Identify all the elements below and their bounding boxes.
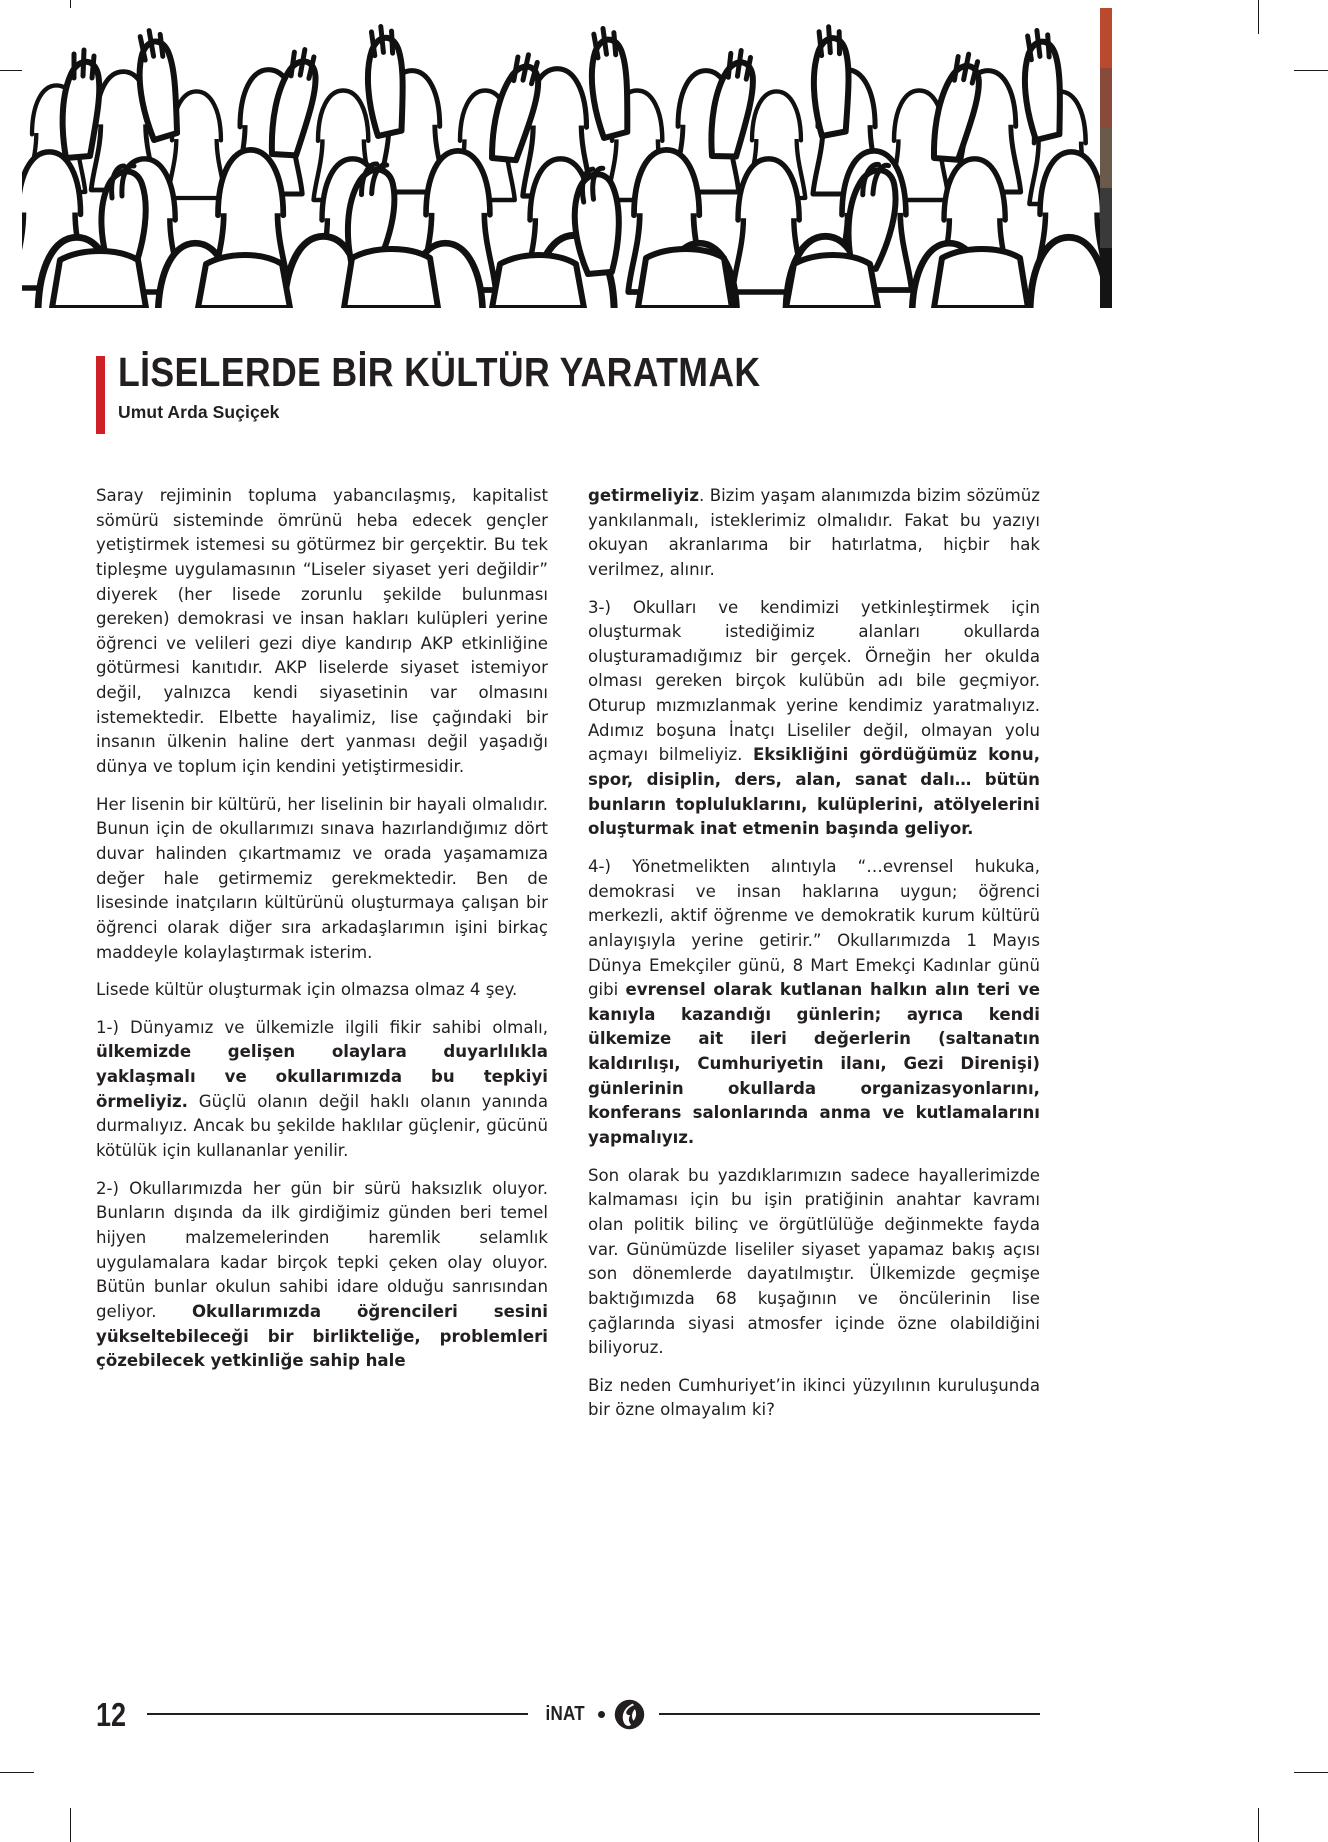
body-text: Saray rejiminin topluma yabancılaşmış, kapitalist sömürü sisteminde ömrünü heba edecek gençler yetiştirmek istemesi su götürmez bir gerçektir. Bu tek tipleşme uygulamasının “Liseler siyaset yeri değildir” diyerek (her lisede zorunlu şekilde bulunması gereken) demokrasi ve insan hakları kulüpleri yerine öğrenci ve velileri gezi diye kandırıp AKP etkinliğine götürmesi kanıtıdır. AKP liselerde siyaset istemiyor değil, yalnızca kendi siyasetinin var olmasını istemektedir. Elbette hayalimiz, lise çağındaki bir insanın ülkenin haline dert yanması değil yaşadığı dünya ve toplum için kendini yetiştirmesidir. (96, 486, 548, 777)
body-text: Biz neden Cumhuriyet’in ikinci yüzyılının kuruluşunda bir özne olmayalım ki? (588, 1375, 1040, 1420)
body-text: 2-) Okullarımızda her gün bir sürü haksızlık oluyor. Bunların dışında da ilk girdiğimiz günden beri temel hijyen malzemelerinden haremlik selamlık uygulamalara kadar birçok tepki çeken olay oluyor. Bütün bunlar okulun sahibi idare olduğu sanrısından geliyor. (96, 1178, 548, 1321)
body-paragraph (96, 1177, 548, 1374)
body-text: Lisede kültür oluşturmak için olmazsa olmaz 4 şey. (96, 980, 518, 1000)
crop-mark-bottom-right (1258, 1808, 1259, 1842)
column-left (96, 484, 548, 1644)
strip-segment-5 (1100, 248, 1112, 308)
column-right (588, 484, 1040, 1644)
body-text: Her lisenin bir kültürü, her liselinin bir hayali olmalıdır. Bunun için de okullarımızı sınava hazırlandığımız dört duvar halinden çıkartmamız ve orada yaşamamıza değer hale getirmemiz gerekmektedir. Ben de lisesinde inatçıların kültürünü oluşturmaya çalışan bir öğrenci olarak diğer sıra arkadaşlarımın işini birkaç maddeyle kolaylaştırmak isterim. (96, 794, 548, 962)
body-text: Güçlü olanın değil haklı olanın yanında durmalıyız. Ancak bu şekilde haklılar güçlenir, gücünü kötülük için kullananlar yenilir. (96, 1091, 548, 1161)
body-paragraph (588, 596, 1040, 842)
body-text: Son olarak bu yazdıklarımızın sadece hayallerimizde kalmaması için bu işin pratiğinin anahtar kavramı olan politik bilinç ve örgütlülüğe değinmekte fayda var. Günümüzde liseliler siyaset yapamaz bakış açısı son dönemlerde dayatılmıştır. Ülkemizde geçmişe baktığımızda 68 kuşağının ve öncülerinin lise çağlarında siyasi atmosfer içinde özne olabildiğini biliyoruz. (588, 1165, 1040, 1358)
author-byline: Umut Arda Suçiçek (118, 401, 280, 422)
body-paragraph (96, 1016, 548, 1164)
body-text: 4-) Yönetmelikten alıntıyla “…evrensel hukuka, demokrasi ve insan haklarına uygun; öğrenci merkezli, aktif öğrenme ve demokratik kurum kültürü anlayışıyla yerine getirir.” Okullarımızda 1 Mayıs Dünya Emekçiler günü, 8 Mart Emekçi Kadınlar günü gibi (588, 856, 1040, 1000)
brand-name: iNAT (545, 1702, 586, 1725)
body-paragraph (588, 484, 1040, 583)
crowd-illustration (22, 8, 1100, 308)
page-title: LİSELERDE BİR KÜLTÜR YARATMAK (118, 349, 761, 395)
body-paragraph (96, 793, 548, 965)
strip-segment-3 (1100, 128, 1112, 188)
crop-mark-left-bottom (0, 1772, 34, 1773)
body-paragraph (96, 978, 548, 1003)
body-paragraph (588, 1164, 1040, 1361)
body-text-bold: Eksikliğini gördüğümüz konu, spor, disiplin, ders, alan, sanat dalı… bütün bunların topluluklarını, kulüplerini, atölyelerini oluşturmak inat etmenin başında geliyor. (588, 745, 1040, 839)
page-footer (96, 1692, 1040, 1736)
body-paragraph (588, 855, 1040, 1151)
body-text: . Bizim yaşam alanımızda bizim sözümüz yankılanmalı, isteklerimiz olmalıdır. Fakat bu yazıyı okuyan akranlarıma bir hatırlatma, hiçbir hak verilmez, alınır. (588, 486, 1040, 579)
crop-mark-bottom-left (70, 1808, 71, 1842)
crop-mark-right-top (1294, 70, 1328, 71)
strip-segment-1 (1100, 8, 1112, 68)
article-header (96, 349, 1056, 423)
footer-rule-right (659, 1713, 1040, 1715)
body-paragraph (96, 484, 548, 780)
crop-mark-right-bottom (1294, 1772, 1328, 1773)
body-text-bold: evrensel olarak kutlanan halkın alın teri ve kanıyla kazandığı günlerin; ayrıca kendi ülkemize ait ileri değerlerin (saltanatın kaldırılışı, Cumhuriyetin ilanı, Gezi Direnişi) günlerinin okullarda organizasyonlarını, konferans salonlarında anma ve kutlamalarını yapmalıyız. (588, 980, 1041, 1148)
strip-segment-2 (1100, 68, 1112, 128)
brand-separator-dot (598, 1711, 605, 1718)
headline-accent-bar (96, 356, 105, 434)
body-text-bold: ülkemizde gelişen olaylara duyarlılıkla yaklaşmalı ve okullarımızda bu tepkiyi örmeliyiz. (96, 1042, 548, 1111)
footer-rule-left (147, 1713, 528, 1715)
crop-mark-top-right (1258, 0, 1259, 34)
page-number: 12 (96, 1695, 127, 1733)
body-text-bold: Okullarımızda öğrencileri sesini yükseltebileceği bir birlikteliğe, problemleri çözebilecek yetkinliğe sahip hale (96, 1301, 548, 1371)
body-text: 3-) Okulları ve kendimizi yetkinleştirmek için oluşturmak istediğimiz alanları okullarda oluşturamadığımız bir gerçek. Örneğin her okulda olması gereken birçok kulübün adı bile geçmiyor. Oturup mızmızlanmak yerine kendimiz yaratmalıyız. Adımız boşuna İnatçı Liseliler değil, olmayan yolu açmayı bilmeliyiz. (588, 597, 1040, 765)
strip-segment-4 (1100, 188, 1112, 248)
body-paragraph (588, 1374, 1040, 1423)
edge-color-strip (1100, 8, 1112, 308)
body-text-bold: getirmeliyiz (588, 486, 700, 505)
article-body (96, 484, 1040, 1644)
brand-mark (528, 1699, 658, 1730)
body-text: 1-) Dünyamız ve ülkemizle ilgili fikir sahibi olmalı, (96, 1017, 548, 1037)
inat-circle-logo-icon (614, 1699, 645, 1730)
